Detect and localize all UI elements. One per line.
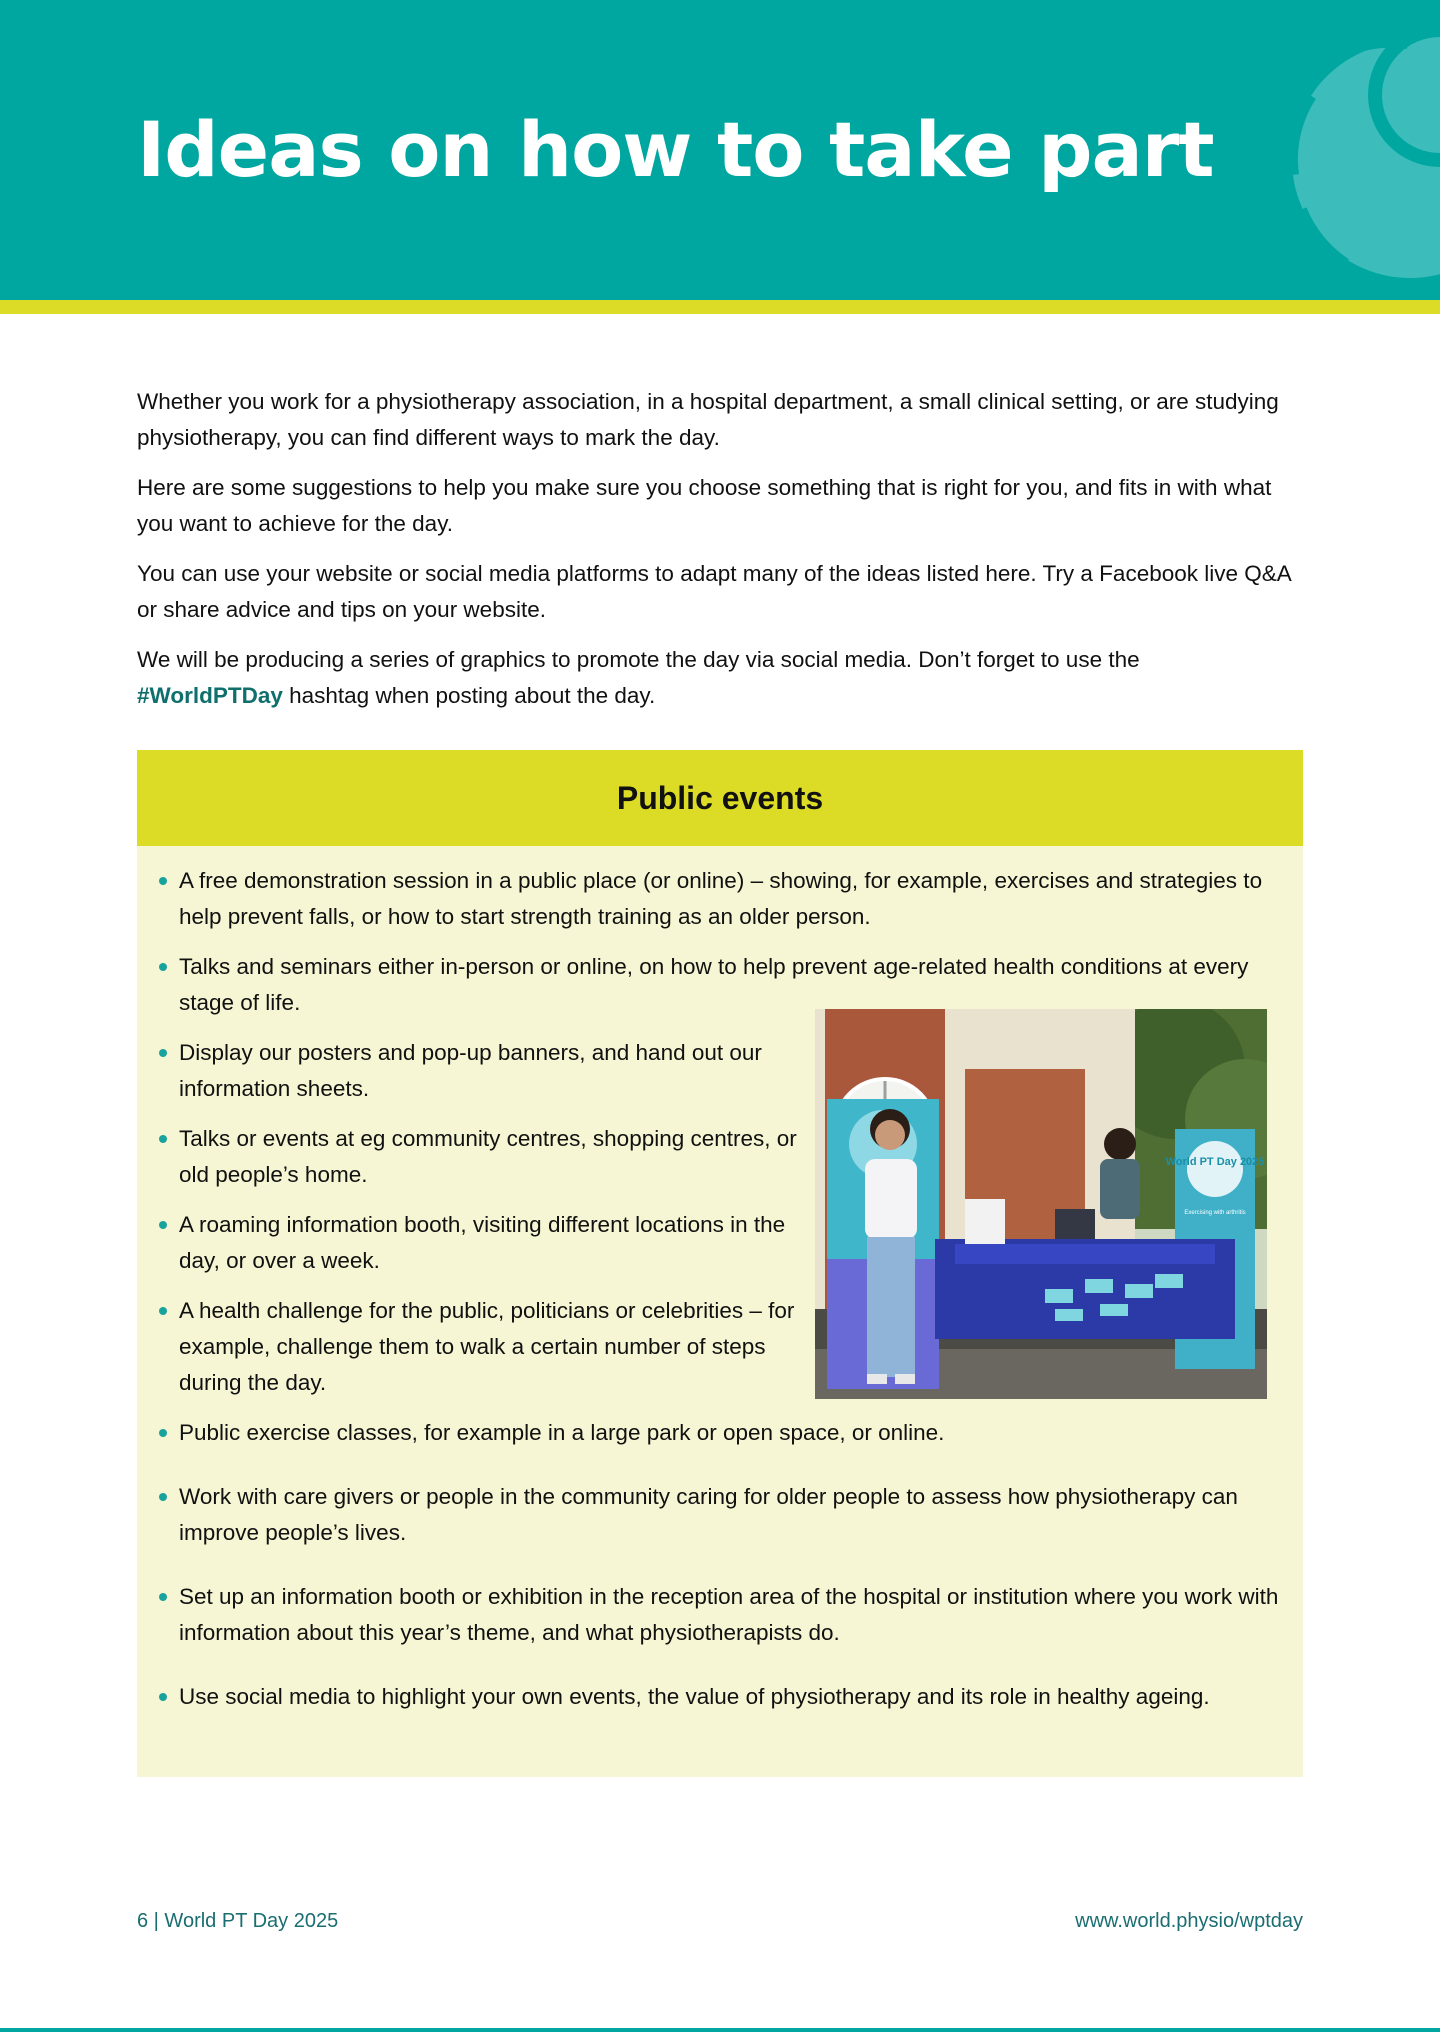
footer-page-label: 6 | World PT Day 2025 <box>137 1910 339 1932</box>
intro-text: We will be producing a series of graphics to promote the day via social media. Don’t forget to use the <box>137 647 1140 672</box>
intro-paragraph: Here are some suggestions to help you make sure you choose something that is right for you, and fits in with what you want to achieve for the day. <box>137 475 1272 536</box>
bullet-icon <box>159 963 167 971</box>
bullet-icon <box>159 1307 167 1315</box>
list-item <box>159 1579 1289 1651</box>
list-item-text: A health challenge for the public, politicians or celebrities – for example, challenge them to walk a certain number of steps during the day. <box>179 1298 795 1395</box>
list-item <box>159 1293 799 1401</box>
list-item-text: A free demonstration session in a public place (or online) – showing, for example, exercises and strategies to help prevent falls, or how to start strength training as an older person. <box>179 868 1263 929</box>
bullet-icon <box>159 1429 167 1437</box>
intro-text: hashtag when posting about the day. <box>282 683 656 708</box>
list-item-text: Work with care givers or people in the community caring for older people to assess how physiotherapy can improve people’s lives. <box>179 1484 1238 1545</box>
public-events-box <box>137 750 1303 1777</box>
list-item-text: Talks or events at eg community centres, shopping centres, or old people’s home. <box>179 1126 797 1187</box>
bottom-accent-line <box>0 2028 1440 2032</box>
page-title: Ideas on how to take part <box>137 105 1214 194</box>
photo-banner-text: World PT Day 2025 <box>1165 1156 1265 1168</box>
list-item <box>159 1121 799 1193</box>
bullet-icon <box>159 1049 167 1057</box>
list-item <box>159 1679 1289 1715</box>
bullet-icon <box>159 1221 167 1229</box>
list-item-text: A roaming information booth, visiting different locations in the day, or over a week. <box>179 1212 786 1273</box>
footer-url-link[interactable]: www.world.physio/wptday <box>1075 1910 1303 1932</box>
list-item-text: Use social media to highlight your own events, the value of physiotherapy and its role in healthy ageing. <box>179 1684 1210 1709</box>
intro-section <box>137 384 1307 728</box>
hashtag-link[interactable]: #WorldPTDay <box>137 683 283 708</box>
public-events-title: Public events <box>616 779 824 816</box>
bullet-icon <box>159 1693 167 1701</box>
list-item <box>159 1415 1289 1451</box>
bullet-icon <box>159 1593 167 1601</box>
intro-paragraph: You can use your website or social media platforms to adapt many of the ideas listed here. Try a Facebook live Q&A or share advice and tips on your website. <box>137 561 1291 622</box>
list-item-text: Display our posters and pop-up banners, and hand out our information sheets. <box>179 1040 762 1101</box>
intro-paragraph: Whether you work for a physiotherapy association, in a hospital department, a small clinical setting, or are studying physiotherapy, you can find different ways to mark the day. <box>137 389 1279 450</box>
list-item <box>159 1207 799 1279</box>
bullet-icon <box>159 877 167 885</box>
public-events-header <box>137 750 1303 846</box>
page-header <box>0 0 1440 300</box>
list-item-text: Set up an information booth or exhibition in the reception area of the hospital or institution where you work with information about this year’s theme, and what physiotherapists do. <box>179 1584 1279 1645</box>
list-item-text: Public exercise classes, for example in a large park or open space, or online. <box>179 1420 945 1445</box>
intro-paragraph <box>137 642 1307 714</box>
list-item-text: Talks and seminars either in-person or online, on how to help prevent age-related health conditions at every stage of life. <box>179 954 1249 1015</box>
list-item <box>159 863 1289 935</box>
list-item <box>159 1479 1289 1551</box>
header-accent-stripe <box>0 300 1440 314</box>
event-booth-photo <box>815 1009 1267 1399</box>
bullet-icon <box>159 1493 167 1501</box>
list-item <box>159 1035 799 1107</box>
photo-banner-subtext: Exercising with arthritis <box>1184 1210 1246 1216</box>
bullet-icon <box>159 1135 167 1143</box>
